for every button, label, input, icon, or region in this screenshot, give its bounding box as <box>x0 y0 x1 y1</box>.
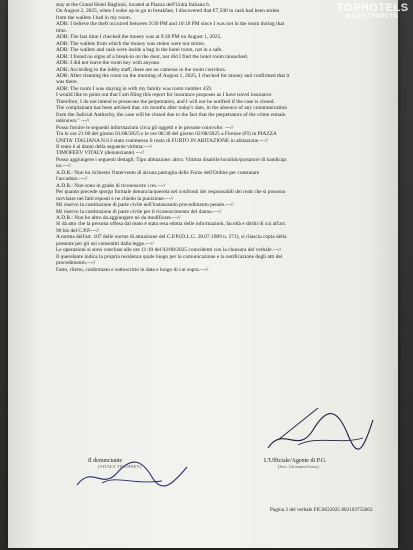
report-line: Posso aggiungere i seguenti dettagli: Tipo abitazione: altro; Vittima disabile/invalido/portatore di handicap: <box>56 156 288 163</box>
complainant-name: (VITALY TIMOFEEV) <box>98 464 142 469</box>
report-line: Si dà atto che la persona offesa dal reato è stata resa edotta delle informazioni, facoltà e diritti di cui all'art. <box>56 221 287 228</box>
report-line: A.D.R.: Non ho altro da aggiungere né da modificare.---// <box>56 214 181 221</box>
report-line: ADR: The wallets from which the money was stolen were not stolen. <box>56 40 206 47</box>
report-line: stay at the Grand Hotel Baglioni, located at Piazza dell'Unità Italiana 6. <box>56 2 211 8</box>
officer-signature <box>258 400 378 460</box>
complainant-title: Il denunciante <box>88 458 123 464</box>
report-line: from the wallets I had in my room. <box>56 14 132 21</box>
officer-signature-block <box>264 458 327 469</box>
tophotels-watermark <box>337 2 407 38</box>
report-line: ADR: I did not leave the room key with anyone. <box>56 60 161 67</box>
report-line: ADR: The wallets and cash were inside a bag in the hotel room, not in a safe. <box>56 47 223 54</box>
report-line: Fatto, riletto, confermato e sottoscritto in data e luogo di cui sopra.---// <box>56 266 209 273</box>
report-line: A.D.R.: Non ho richiesto l'intervento di alcuna pattuglia delle Forze dell'Ordine per constatare <box>56 169 260 176</box>
report-line: Mi riservo la costituzione di parte civile nell'instaurando procedimento penale.---// <box>56 202 234 209</box>
report-line: no.---// <box>56 163 72 170</box>
report-line: Posso fornire le seguenti informazioni circa gli oggetti e le persone coinvolte: ---// <box>56 124 234 131</box>
page-footer: Pagina 2 del verbale FICS632025 802103755063 <box>270 507 373 513</box>
report-line: ADR: I believe the theft occurred between 9:30 PM and 10:18 PM since I was not in the room during that <box>56 21 285 28</box>
report-body <box>56 2 398 273</box>
report-line: ADR: I found no signs of a break-in on the door, nor did I find the hotel room ransacked. <box>56 53 249 60</box>
police-report-page <box>8 0 398 548</box>
report-line: UNITA' ITALIANA N.6 è stato commesso il reato di FURTO IN ABITAZIONE in abitazione.---// <box>56 137 268 144</box>
complainant-signature-block <box>88 458 141 469</box>
report-line: Therefore, I do not intend to prosecute the perpetrators, and I will not be notified if the case is closed. <box>56 98 275 105</box>
report-line: Per quanto precede sporgo formale denuncia/querela nei confronti dei responsabili dei reati che si possono <box>56 189 286 196</box>
report-line: Tra le ore 21:00 del giorno 01/08/2025 e le ore 08:30 del giorno 02/08/2025 a Firenze (FI) in PIAZZA <box>56 131 277 138</box>
report-line: The complainant has been advised that, six months after today's date, in the absence of any communication <box>56 105 287 112</box>
report-line: TIMOFEEV VITALY (denunciante) ---// <box>56 150 144 157</box>
watermark-logo: TOPHOTELS <box>337 2 409 14</box>
report-line: A norma dell'art. 107 delle norme di attuazione del C.P.P.(D.L.G. 28.07.1989 n. 271), si rilascia copia della <box>56 234 287 241</box>
report-line: presente per gli usi consentiti dalla legge.---// <box>56 240 154 247</box>
watermark-subtitle: ФОТО ТУРИСТА <box>346 14 398 20</box>
report-line: unknown." ---// <box>56 118 90 125</box>
report-line: l'accaduto.---// <box>56 176 88 183</box>
report-line: 90 bis del C.P.P.---// <box>56 227 100 234</box>
report-line: ADR: The last time I checked the money was at 9:30 PM on August 1, 2025. <box>56 34 222 41</box>
report-line: from the Judicial Authority, the case will be closed due to the fact that the perpetrators of the crime remain <box>56 111 286 118</box>
officer-title: L'Ufficiale/Agente di P.G. <box>264 458 327 464</box>
report-line: I would like to point out that I am filing this report for insurance purposes as I have travel insurance. <box>56 92 273 99</box>
report-line: A.D.R.: Non sono in grado di riconoscere i rei.---// <box>56 182 166 189</box>
report-line: ravvisare nei fatti esposti e ne chiedo la punizione.---// <box>56 195 174 202</box>
report-line: Il querelante indica la propria residenza quale luogo per la comunicazione e la notificazione degli atti del <box>56 253 283 260</box>
officer-name: (Sov. Giovanni Irrera) <box>278 464 319 469</box>
report-line: ADR: According to the lobby staff, there are no cameras in the room corridors. <box>56 66 227 73</box>
report-line: ADR: After cleaning the room on the morning of August 1, 2025, I checked for money and confirmed that it <box>56 72 290 79</box>
report-line: procedimento.---// <box>56 260 96 267</box>
report-line: was there. <box>56 79 78 86</box>
report-line: Il reato è ai danni della seguente vittima:---// <box>56 143 153 150</box>
report-line: Le operazioni si sono concluse alle ore 11:10 del 02/08/2025 coincidenti con la chiusura del verbale.---// <box>56 247 282 254</box>
report-line: ADR: The room I was staying in with my family was room number 459. <box>56 85 213 92</box>
report-line: Mi riservo la costituzione di parte civile per il riconoscimento del danno.---// <box>56 208 222 215</box>
report-line: On August 2, 2025, when I woke up to go to breakfast, I discovered that €7,500 in cash had been stolen <box>56 8 280 15</box>
report-line: time. <box>56 27 67 34</box>
